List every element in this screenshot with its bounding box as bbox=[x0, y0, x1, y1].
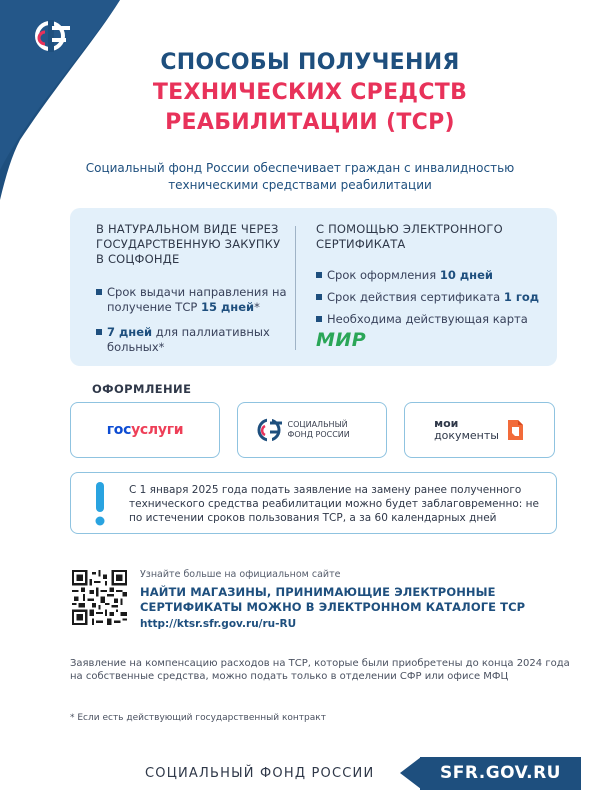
info-caption: Узнайте больше на официальном сайте bbox=[140, 569, 341, 580]
title-line-1: СПОСОБЫ ПОЛУЧЕНИЯ bbox=[160, 50, 460, 75]
method-natural-item-1: Срок выдачи направления на получение ТСР 15 дней* bbox=[96, 285, 291, 315]
notice-box bbox=[70, 472, 557, 534]
sfr-card-logo: СОЦИАЛЬНЫЙ ФОНД РОССИИ bbox=[257, 417, 368, 443]
method-certificate bbox=[316, 222, 546, 351]
title-line-3: РЕАБИЛИТАЦИИ (ТСР) bbox=[165, 110, 455, 135]
moi-dokumenty-logo: мои документы bbox=[434, 418, 525, 442]
intro-text: Социальный фонд России обеспечивает граждан с инвалидностью техническими средствами реабилитации bbox=[85, 161, 515, 192]
method-natural-item-2: 7 дней для паллиативных больных* bbox=[96, 325, 291, 355]
method-natural bbox=[96, 222, 291, 355]
catalog-heading: НАЙТИ МАГАЗИНЫ, ПРИНИМАЮЩИЕ ЭЛЕКТРОННЫЕ СЕРТИФИКАТЫ МОЖНО В ЭЛЕКТРОННОМ КАТАЛОГЕ ТСР bbox=[140, 585, 526, 614]
method-certificate-item-3: Необходима действующая карта bbox=[316, 312, 546, 327]
moi-dokumenty-card[interactable] bbox=[404, 402, 555, 458]
registration-label: ОФОРМЛЕНИЕ bbox=[92, 382, 192, 396]
sfr-logo-icon bbox=[257, 417, 283, 443]
title-line-2: ТЕХНИЧЕСКИХ СРЕДСТВ bbox=[152, 80, 468, 105]
method-certificate-item-2: Срок действия сертификата 1 год bbox=[316, 290, 546, 305]
footer-site-link[interactable]: SFR.GOV.RU bbox=[420, 757, 581, 790]
methods-panel bbox=[70, 208, 557, 366]
page-title bbox=[110, 48, 510, 138]
moi-dokumenty-icon bbox=[505, 418, 525, 442]
catalog-link[interactable]: http://ktsr.sfr.gov.ru/ru-RU bbox=[140, 618, 297, 630]
footer-arrow-shape bbox=[400, 757, 421, 789]
mir-card-logo: МИР bbox=[316, 329, 367, 351]
exclamation-icon bbox=[93, 482, 107, 526]
column-divider bbox=[295, 226, 296, 350]
compensation-text: Заявление на компенсацию расходов на ТСР, которые были приобретены до конца 2024 года на собственные средства, можно подать только в отделении СФР или офисе МФЦ bbox=[70, 658, 570, 682]
method-certificate-item-1: Срок оформления 10 дней bbox=[316, 268, 546, 283]
method-certificate-heading: С ПОМОЩЬЮ ЭЛЕКТРОННОГО СЕРТИФИКАТА bbox=[316, 222, 503, 251]
qr-code-icon[interactable] bbox=[72, 570, 127, 625]
gosuslugi-logo: госуслуги bbox=[106, 422, 184, 438]
gosuslugi-card[interactable] bbox=[70, 402, 220, 458]
sfr-card[interactable] bbox=[237, 402, 387, 458]
method-natural-heading: В НАТУРАЛЬНОМ ВИДЕ ЧЕРЕЗ ГОСУДАРСТВЕННУЮ ЗАКУПКУ В СОЦФОНДЕ bbox=[96, 222, 281, 266]
notice-text: С 1 января 2025 года подать заявление на замену ранее полученного технического средства реабилитации можно будет заблаговременно: не по истечении сроков пользования ТСР, а за 60 календарных дней bbox=[129, 484, 539, 524]
footnote: * Если есть действующий государственный контракт bbox=[70, 713, 326, 723]
footer-org-name: СОЦИАЛЬНЫЙ ФОНД РОССИИ bbox=[145, 766, 375, 781]
